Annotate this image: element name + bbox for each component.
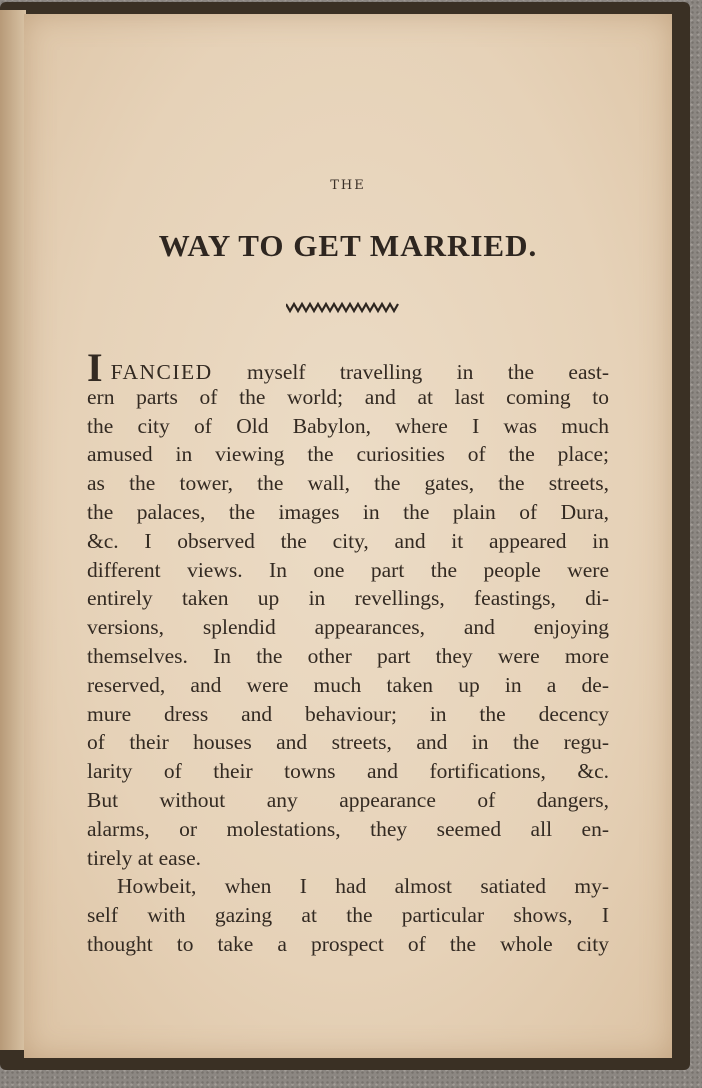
text-line: &c. I observed the city, and it appeared in (87, 528, 609, 553)
body-text (87, 345, 609, 959)
title-kicker: THE (330, 178, 366, 193)
text-line: thought to take a prospect of the whole city (87, 931, 609, 956)
first-word: FANCIED (110, 360, 213, 384)
text-line: Howbeit, when I had almost satiated my- (117, 874, 609, 899)
line-text: myself travelling in the east- (247, 360, 609, 384)
text-line: different views. In one part the people were (87, 557, 609, 582)
page-title: WAY TO GET MARRIED. (158, 228, 538, 263)
text-line: ern parts of the world; and at last coming to (87, 384, 609, 409)
text-line: the palaces, the images in the plain of Dura, (87, 499, 609, 524)
wavy-ornament-divider (286, 300, 402, 314)
text-line: versions, splendid appearances, and enjoying (87, 615, 609, 640)
text-line: as the tower, the wall, the gates, the streets, (87, 471, 609, 496)
text-line: mure dress and behaviour; in the decency (87, 701, 609, 726)
book-page (24, 14, 672, 1058)
text-line: reserved, and were much taken up in a de- (87, 672, 609, 697)
text-line: amused in viewing the curiosities of the place; (87, 442, 609, 467)
text-line: entirely taken up in revellings, feastings, di- (87, 586, 609, 611)
text-line: larity of their towns and fortifications, &c. (87, 759, 609, 784)
text-line: of their houses and streets, and in the regu- (87, 730, 609, 755)
text-line (87, 345, 609, 390)
text-line: self with gazing at the particular shows, I (87, 903, 609, 928)
left-page-edge (0, 10, 26, 1050)
text-line: tirely at ease. (87, 845, 202, 870)
text-line: alarms, or molestations, they seemed all en- (87, 816, 609, 841)
text-line: the city of Old Babylon, where I was much (87, 413, 609, 438)
text-line: But without any appearance of dangers, (87, 787, 609, 812)
text-line: themselves. In the other part they were more (87, 643, 609, 668)
drop-cap: I (87, 345, 103, 390)
